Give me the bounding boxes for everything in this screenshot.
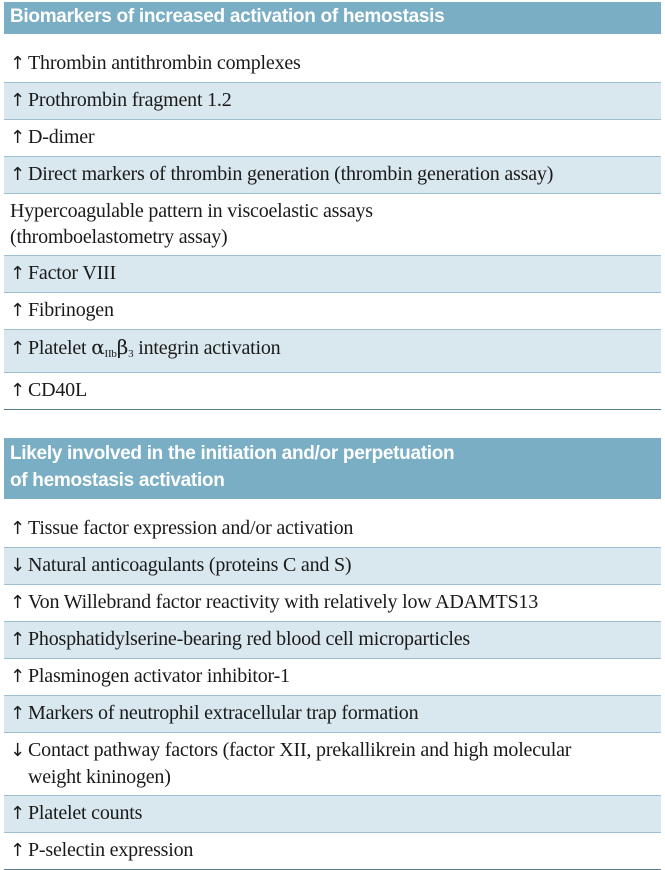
row-text: Markers of neutrophil extracellular trap formation: [28, 702, 419, 724]
section1-header: [4, 2, 661, 34]
alpha-symbol: α: [91, 335, 105, 359]
up-arrow-icon: ↑: [10, 127, 25, 148]
up-arrow-icon: ↑: [10, 666, 25, 687]
up-arrow-icon: ↑: [10, 338, 25, 359]
section1-title: Biomarkers of increased activation of hemostasis: [10, 6, 445, 27]
row-text: Direct markers of thrombin generation (thrombin generation assay): [28, 163, 554, 185]
down-arrow-icon: ↓: [10, 555, 25, 576]
row-text: Von Willebrand factor reactivity with relatively low ADAMTS13: [28, 591, 539, 613]
up-arrow-icon: ↑: [10, 840, 25, 861]
table-page: [4, 0, 661, 870]
table-row: [4, 795, 661, 832]
section2-header: [4, 438, 661, 499]
row-text: D-dimer: [28, 126, 95, 148]
up-arrow-icon: ↑: [10, 380, 25, 401]
section2-rows: [4, 511, 661, 870]
up-arrow-icon: ↑: [10, 592, 25, 613]
table-row: [4, 832, 661, 869]
up-arrow-icon: ↑: [10, 263, 25, 284]
row-text-suffix: integrin activation: [133, 337, 281, 359]
beta-symbol: β: [116, 335, 129, 359]
row-text: Fibrinogen: [28, 299, 114, 321]
row-text-line1: Contact pathway factors (factor XII, prekallikrein and high molecular: [28, 739, 572, 761]
up-arrow-icon: ↑: [10, 629, 25, 650]
beta-subscript: 3: [128, 348, 134, 360]
row-text: Tissue factor expression and/or activation: [28, 517, 354, 539]
table-row: [4, 658, 661, 695]
table-row: [4, 329, 661, 372]
table-row: [4, 372, 661, 409]
table-row: [4, 695, 661, 732]
row-text-line2: weight kininogen): [28, 766, 171, 788]
row-text: Thrombin antithrombin complexes: [28, 52, 301, 74]
alpha-subscript: IIb: [104, 348, 117, 360]
table-row: [4, 547, 661, 584]
row-text: CD40L: [28, 379, 88, 401]
row-text: Prothrombin fragment 1.2: [28, 89, 232, 111]
section-spacer: [4, 410, 661, 438]
row-text: Natural anticoagulants (proteins C and S): [28, 554, 352, 576]
up-arrow-icon: ↑: [10, 90, 25, 111]
row-text: Plasminogen activator inhibitor-1: [28, 665, 290, 687]
row-text: Phosphatidylserine-bearing red blood cell microparticles: [28, 628, 470, 650]
up-arrow-icon: ↑: [10, 164, 25, 185]
table-row: [4, 156, 661, 193]
table-row: [4, 46, 661, 82]
down-arrow-icon: ↓: [10, 740, 25, 761]
row-text-prefix: Platelet: [28, 337, 92, 359]
row-text-line1: Hypercoagulable pattern in viscoelastic assays: [10, 200, 373, 222]
section2-title-line1: Likely involved in the initiation and/or perpetuation: [10, 443, 455, 464]
row-text: Platelet counts: [28, 802, 143, 824]
up-arrow-icon: ↑: [10, 703, 25, 724]
section1-rows: [4, 46, 661, 410]
table-row: [4, 119, 661, 156]
up-arrow-icon: ↑: [10, 53, 25, 74]
table-row: [4, 511, 661, 547]
row-text: Factor VIII: [28, 262, 116, 284]
row-text: P-selectin expression: [28, 839, 194, 861]
table-row: [4, 732, 661, 795]
section2-title-line2: of hemostasis activation: [10, 470, 225, 491]
up-arrow-icon: ↑: [10, 518, 25, 539]
table-row: [4, 584, 661, 621]
up-arrow-icon: ↑: [10, 803, 25, 824]
table-row: [4, 621, 661, 658]
table-row: [4, 82, 661, 119]
table-row: [4, 292, 661, 329]
table-row: [4, 255, 661, 292]
up-arrow-icon: ↑: [10, 300, 25, 321]
table-row: [4, 193, 661, 255]
row-text-line2: (thromboelastometry assay): [10, 226, 228, 248]
